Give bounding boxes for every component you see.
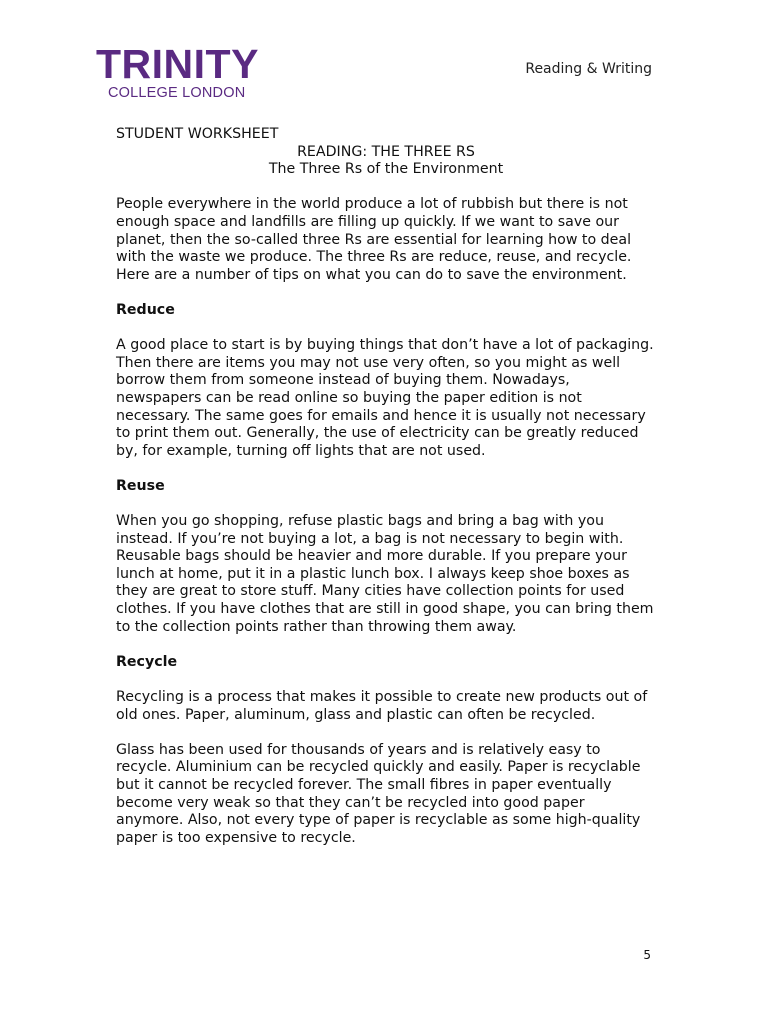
section-heading-reduce: Reduce	[116, 301, 175, 318]
trinity-college-london-logo	[96, 41, 288, 101]
recycle-paragraph-1: Recycling is a process that makes it possible to create new products out of old ones. Paper, aluminum, glass and plastic can often be recycled.	[116, 689, 648, 723]
logo-subtitle: COLLEGE LONDON	[108, 85, 246, 101]
page-number: 5	[643, 948, 651, 962]
recycle-paragraph-2: Glass has been used for thousands of years and is relatively easy to recycle. Aluminium can be recycled quickly and easily. Paper is recyclable but it cannot be recycled forever. The small fibres in paper eventually become very weak so that they can’t be recycled into good paper anymore. Also, not every type of paper is recyclable as some high-quality paper is too expensive to recycle.	[116, 741, 641, 846]
section-heading-recycle: Recycle	[116, 653, 178, 670]
logo-wordmark: TRINITY	[96, 41, 259, 87]
header-section-label: Reading & Writing	[525, 61, 652, 77]
worksheet-subtitle: The Three Rs of the Environment	[268, 161, 504, 178]
reuse-paragraph: When you go shopping, refuse plastic bags and bring a bag with you instead. If you’re not buying a lot, a bag is not necessary to begin with. Reusable bags should be heavier and more durable. If you prepare your lunch at home, put it in a plastic lunch box. I always keep shoe boxes as they are great to store stuff. Many cities have collection points for used clothes. If you have clothes that are still in good shape, you can bring them to the collection points rather than throwing them away.	[116, 513, 654, 635]
worksheet-label: STUDENT WORKSHEET	[116, 126, 279, 142]
section-heading-reuse: Reuse	[116, 477, 165, 494]
intro-paragraph: People everywhere in the world produce a lot of rubbish but there is not enough space and landfills are filling up quickly. If we want to save our planet, then the so-called three Rs are essential for learning how to deal with the waste we produce. The three Rs are reduce, reuse, and recycle. Here are a number of tips on what you can do to save the environment.	[116, 196, 632, 283]
reduce-paragraph: A good place to start is by buying things that don’t have a lot of packaging. Then there are items you may not use very often, so you might as well borrow them from someone instead of buying them. Nowadays, newspapers can be read online so buying the paper edition is not necessary. The same goes for emails and hence it is usually not necessary to print them out. Generally, the use of electricity can be greatly reduced by, for example, turning off lights that are not used.	[116, 337, 654, 459]
worksheet-content	[116, 126, 656, 865]
worksheet-title: READING: THE THREE RS	[297, 143, 475, 160]
